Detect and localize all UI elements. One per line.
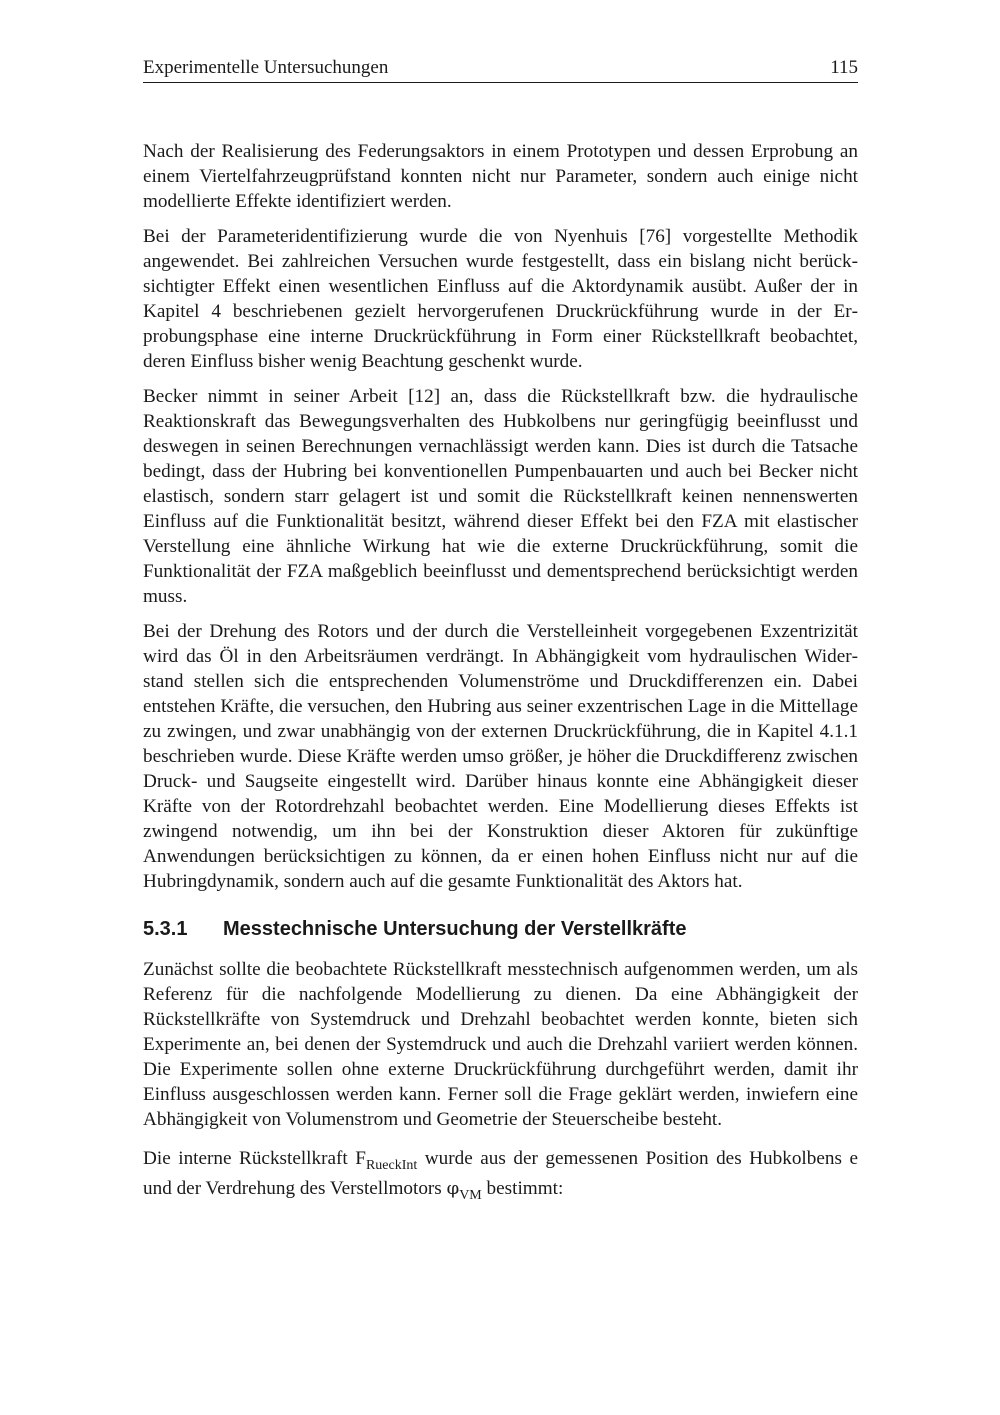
formula-lead-text-4: bestimmt: xyxy=(481,1178,564,1199)
section-number: 5.3.1 xyxy=(143,918,188,940)
paragraph: Bei der Parameteridentifizierung wurde die von Nyenhuis [76] vorgestellte Methodik angewendet. Bei zahlreichen Versuchen wurde festgestellt, dass ein bislang nicht berücksichtigter Effekt einen wesentlichen Einfluss auf die Aktordynamik ausübt. Außer der in Kapitel 4 beschriebenen gezielt hervorgerufenen Druckrückführung wurde in der Erprobungsphase eine interne Druckrückführung in Form einer Rückstellkraft beobachtet, deren Einfluss bisher wenig Beachtung geschenkt wurde. xyxy=(143,226,858,372)
running-title: Experimentelle Untersuchungen xyxy=(143,57,389,78)
section-paragraph: Zunächst sollte die beobachtete Rückstellkraft messtechnisch aufgenommen werden, um als Referenz für die nachfolgende Modellierung zu dienen. Da eine Abhängigkeit der Rückstellkräfte von Systemdruck und Drehzahl beobachtet werden konnte, bieten sich Experimente an, bei denen der Systemdruck und auch die Drehzahl variiert werden können. Die Experimente sollen ohne externe Druckrückführung durchgeführt werden, damit ihr Einfluss ausgeschlossen werden kann. Ferner soll die Frage geklärt werden, inwiefern eine Abhängigkeit von Volumenstrom und Geometrie der Steuerscheibe besteht. xyxy=(143,959,858,1130)
section-title: Messtechnische Untersuchung der Verstellkräfte xyxy=(223,918,687,940)
formula-lead-paragraph xyxy=(143,1144,858,1204)
symbol-e: e xyxy=(849,1148,858,1169)
paragraph: Becker nimmt in seiner Arbeit [12] an, dass die Rückstellkraft bzw. die hydraulische Reaktionskraft das Bewegungsverhalten des Hubkolbens nur geringfügig beeinflusst und deswegen in seinen Berechnungen vernachlässigt werden kann. Dies ist durch die Tatsache bedingt, dass der Hubring bei konventionellen Pumpenbauarten und auch bei Becker nicht elastisch, sondern starr gelagert ist und somit die Rückstellkraft keinen nennenswerten Einfluss auf die Funktionalität besitzt, während dieser Effekt bei den FZA mit elastischer Verstellung eine ähnliche Wirkung hat wie die externe Druckrückführung, somit die Funktionalität der FZA maßgeblich beeinflusst und dementsprechend berücksichtigt werden muss. xyxy=(143,386,858,607)
subscript-vm: VM xyxy=(459,1188,482,1203)
formula-lead-text-2: wurde aus der gemessenen Position des Hubkolbens xyxy=(417,1148,850,1169)
paragraph: Bei der Drehung des Rotors und der durch die Verstelleinheit vorgegebenen Exzentrizität wird das Öl in den Arbeitsräumen verdrängt. In Abhängigkeit vom hydraulischen Widerstand stellen sich die entsprechenden Volumenströme und Druckdifferenzen ein. Dabei entstehen Kräfte, die versuchen, den Hubring aus seiner exzentrischen Lage in die Mittellage zu zwingen, und zwar unabhängig von der externen Druckrückführung, die in Kapitel 4.1.1 beschrieben wurde. Diese Kräfte werden umso größer, je höher die Druckdifferenz zwischen Druck- und Saugseite eingestellt wird. Darüber hinaus konnte eine Abhängigkeit dieser Kräfte von der Rotordrehzahl beobachtet werden. Eine Modellierung dieses Effekts ist zwingend notwendig, um ihn bei der Konstruktion dieser Aktoren für zukünftige Anwendungen berücksichtigen zu können, da er einen hohen Einfluss nicht nur auf die Hubringdynamik, sondern auch auf die gesamte Funktionalität des Aktors hat. xyxy=(143,621,858,892)
page-header xyxy=(143,54,858,83)
symbol-f: F xyxy=(355,1148,366,1169)
paragraph: Nach der Realisierung des Federungsaktors in einem Prototypen und dessen Erprobung an einem Viertelfahrzeugprüfstand konnten nicht nur Parameter, sondern auch einige nicht modellierte Effekte identifiziert werden. xyxy=(143,141,858,212)
symbol-phi: φ xyxy=(446,1178,460,1199)
symbol-f-rueckint xyxy=(355,1148,418,1173)
symbol-phi-vm xyxy=(446,1178,482,1203)
body-text xyxy=(143,139,858,1214)
section-heading xyxy=(143,916,858,942)
subscript-rueckint: RueckInt xyxy=(365,1158,418,1173)
formula-lead-text-3: und der Verdrehung des Verstellmotors xyxy=(143,1178,447,1199)
page-number: 115 xyxy=(830,57,858,78)
formula-lead-text-1: Die interne Rückstellkraft xyxy=(143,1148,356,1169)
